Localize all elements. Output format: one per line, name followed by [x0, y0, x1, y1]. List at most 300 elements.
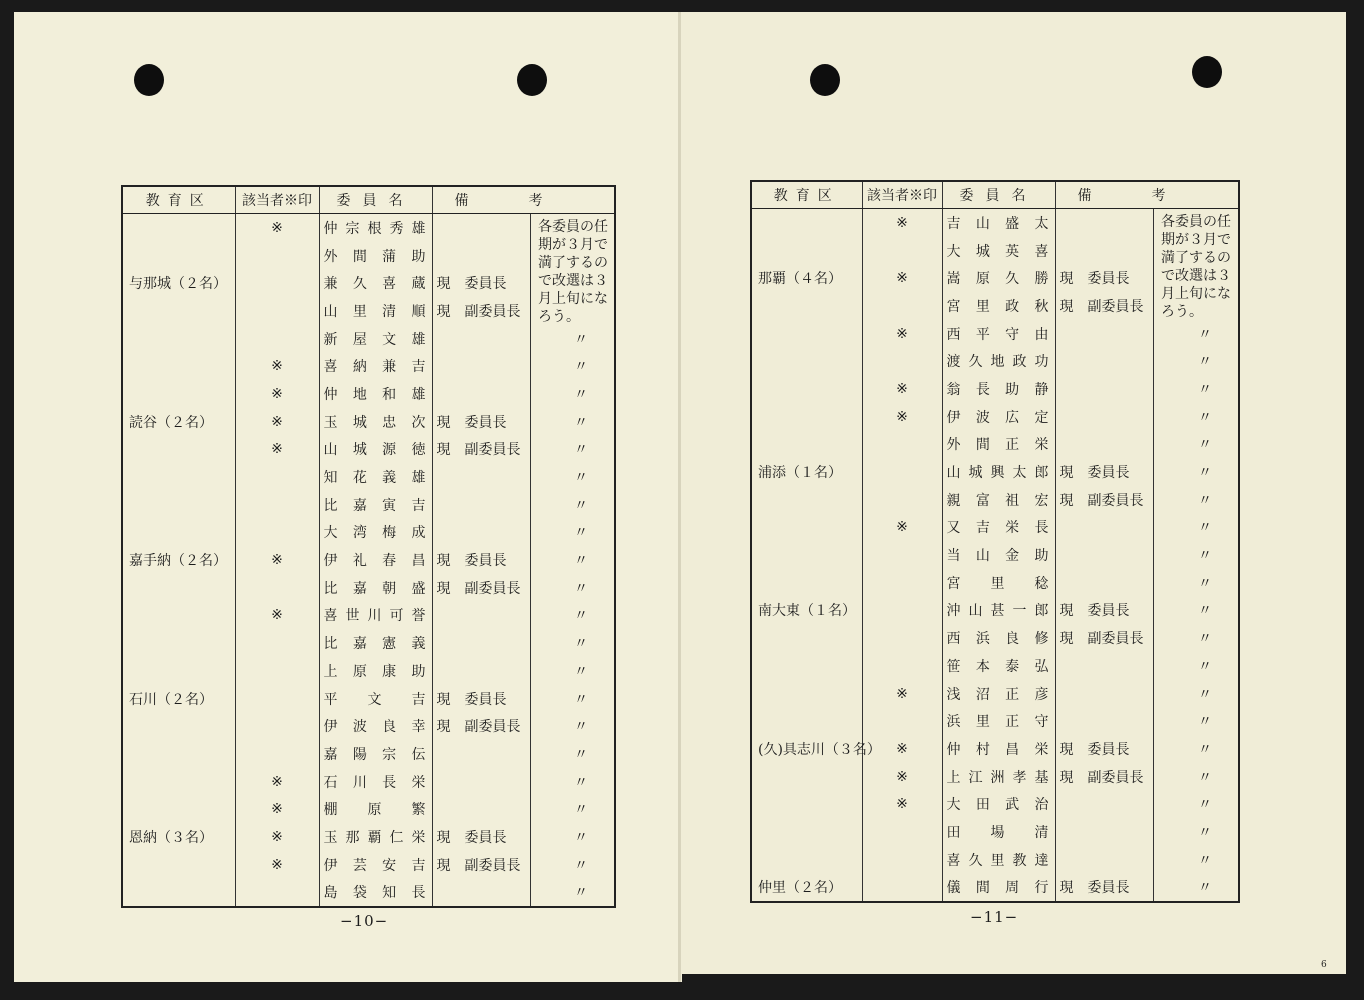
table-row: [751, 431, 1239, 459]
table-row: [751, 597, 1239, 625]
district-cell: [122, 214, 235, 242]
district-cell: [122, 602, 235, 630]
header-name: 委員名: [319, 186, 432, 214]
position-cell: [432, 657, 530, 685]
note-cell: 〃: [1153, 874, 1239, 903]
position-cell: [1055, 790, 1153, 818]
name-cell: 仲村昌栄: [942, 735, 1055, 763]
name-cell: 大城英喜: [942, 237, 1055, 265]
table-row: [751, 541, 1239, 569]
binding-hole-icon: [134, 64, 164, 96]
name-cell: 吉山盛太: [942, 209, 1055, 237]
district-cell: [122, 629, 235, 657]
position-cell: [432, 740, 530, 768]
note-cell: 〃: [1153, 347, 1239, 375]
name-cell: 比嘉寅吉: [319, 491, 432, 519]
table-row: [751, 735, 1239, 763]
position-cell: [432, 602, 530, 630]
position-cell: [1055, 237, 1153, 265]
district-cell: [751, 514, 862, 542]
table-row: [122, 795, 615, 823]
position-cell: [432, 214, 530, 242]
mark-cell: ※: [235, 352, 319, 380]
position-cell: [1055, 569, 1153, 597]
position-cell: [432, 380, 530, 408]
note-cell: 〃: [1153, 652, 1239, 680]
mark-cell: ※: [862, 735, 942, 763]
name-cell: 浅沼正彦: [942, 680, 1055, 708]
name-cell: 比嘉憲義: [319, 629, 432, 657]
note-cell: 〃: [530, 712, 615, 740]
district-cell: 恩納（３名）: [129, 829, 213, 846]
note-cell: 〃: [1153, 403, 1239, 431]
name-cell: 上原康助: [319, 657, 432, 685]
header-mark: 該当者※印: [235, 186, 319, 214]
name-cell: 又吉栄長: [942, 514, 1055, 542]
table-row: [122, 823, 615, 851]
note-cell: 〃: [530, 657, 615, 685]
mark-cell: ※: [862, 763, 942, 791]
table-row: [751, 320, 1239, 348]
district-cell: [122, 491, 235, 519]
corner-mark: 6: [1321, 960, 1327, 970]
mark-cell: ※: [862, 680, 942, 708]
note-cell: 〃: [1153, 818, 1239, 846]
position-cell: [432, 629, 530, 657]
table-row: [122, 768, 615, 796]
district-cell: [751, 680, 862, 708]
mark-cell: [862, 624, 942, 652]
mark-cell: ※: [862, 403, 942, 431]
name-cell: 外間蒲助: [319, 242, 432, 270]
name-cell: 渡久地政功: [942, 347, 1055, 375]
mark-cell: [235, 297, 319, 325]
note-cell: 〃: [1153, 375, 1239, 403]
position-cell: [1055, 707, 1153, 735]
name-cell: 伊波良幸: [319, 712, 432, 740]
district-cell: 那覇（４名）: [758, 271, 842, 288]
table-row: [122, 602, 615, 630]
note-cell: 〃: [530, 436, 615, 464]
header-district: 教育区: [751, 181, 862, 209]
note-cell: 〃: [530, 795, 615, 823]
table-row: [122, 629, 615, 657]
mark-cell: [862, 458, 942, 486]
note-cell: 〃: [1153, 763, 1239, 791]
table-row: [122, 574, 615, 602]
position-cell: 現 副委員長: [432, 712, 530, 740]
table-row: [751, 790, 1239, 818]
district-cell: [122, 325, 235, 353]
note-cell: 〃: [530, 380, 615, 408]
mark-cell: ※: [235, 214, 319, 242]
district-cell: [751, 292, 862, 320]
table-row: [751, 514, 1239, 542]
mark-cell: ※: [235, 380, 319, 408]
table-row: [122, 436, 615, 464]
note-cell: 〃: [530, 602, 615, 630]
note-cell: 〃: [1153, 597, 1239, 625]
district-cell: [122, 657, 235, 685]
name-cell: 伊芸安吉: [319, 851, 432, 879]
district-cell: [751, 486, 862, 514]
position-cell: 現 副委員長: [432, 851, 530, 879]
mark-cell: [235, 519, 319, 547]
district-cell: [751, 624, 862, 652]
district-cell: [751, 347, 862, 375]
mark-cell: [235, 574, 319, 602]
name-cell: 笹本泰弘: [942, 652, 1055, 680]
name-cell: 棚原繁: [319, 795, 432, 823]
position-cell: [432, 463, 530, 491]
mark-cell: ※: [862, 375, 942, 403]
name-cell: 田場清: [942, 818, 1055, 846]
district-cell: [751, 707, 862, 735]
mark-cell: ※: [862, 320, 942, 348]
district-cell: [122, 380, 235, 408]
table-row: [122, 352, 615, 380]
name-cell: 大田武治: [942, 790, 1055, 818]
table-row: [751, 846, 1239, 874]
table-row: [122, 712, 615, 740]
note-cell: 〃: [530, 519, 615, 547]
name-cell: 仲宗根秀雄: [319, 214, 432, 242]
note-cell: 〃: [1153, 320, 1239, 348]
table-row: [751, 375, 1239, 403]
position-cell: 現 委員長: [432, 408, 530, 436]
note-cell: 〃: [1153, 486, 1239, 514]
note-cell: 〃: [1153, 707, 1239, 735]
mark-cell: ※: [235, 602, 319, 630]
district-cell: 石川（２名）: [129, 691, 213, 708]
position-cell: [432, 352, 530, 380]
table-header: [122, 186, 615, 214]
name-cell: 親富祖宏: [942, 486, 1055, 514]
district-cell: 嘉手納（２名）: [129, 553, 227, 570]
note-cell: 〃: [1153, 514, 1239, 542]
position-cell: 現 委員長: [432, 823, 530, 851]
district-cell: [122, 519, 235, 547]
district-cell: [122, 463, 235, 491]
position-cell: [1055, 818, 1153, 846]
table-row: [122, 740, 615, 768]
name-cell: 伊波広定: [942, 403, 1055, 431]
table-row: [751, 707, 1239, 735]
table-row: [122, 685, 615, 713]
position-cell: 現 副委員長: [1055, 763, 1153, 791]
name-cell: 西平守由: [942, 320, 1055, 348]
position-cell: [432, 879, 530, 908]
name-cell: 喜納兼吉: [319, 352, 432, 380]
district-cell: [751, 431, 862, 459]
name-cell: 平文吉: [319, 685, 432, 713]
district-cell: [751, 846, 862, 874]
mark-cell: ※: [235, 436, 319, 464]
name-cell: 石川長栄: [319, 768, 432, 796]
mark-cell: ※: [235, 851, 319, 879]
position-cell: [1055, 431, 1153, 459]
name-cell: 浜里正守: [942, 707, 1055, 735]
note-cell: 〃: [530, 768, 615, 796]
district-cell: [122, 740, 235, 768]
mark-cell: [862, 652, 942, 680]
position-cell: [432, 242, 530, 270]
district-cell: [751, 790, 862, 818]
mark-cell: [235, 629, 319, 657]
name-cell: 当山金助: [942, 541, 1055, 569]
district-cell: [751, 763, 862, 791]
district-cell: 読谷（２名）: [129, 414, 213, 431]
district-cell: 仲里（２名）: [758, 880, 842, 897]
position-cell: [432, 519, 530, 547]
note-cell: 〃: [530, 629, 615, 657]
note-cell: 〃: [530, 408, 615, 436]
name-cell: 西浜良修: [942, 624, 1055, 652]
name-cell: 比嘉朝盛: [319, 574, 432, 602]
position-cell: 現 委員長: [432, 546, 530, 574]
position-cell: [1055, 209, 1153, 237]
name-cell: 山城源徳: [319, 436, 432, 464]
position-cell: 現 委員長: [1055, 735, 1153, 763]
header-remarks: 備考: [432, 186, 615, 214]
district-cell: [122, 795, 235, 823]
position-cell: [432, 795, 530, 823]
note-cell: 〃: [530, 463, 615, 491]
position-cell: 現 委員長: [1055, 264, 1153, 292]
position-cell: 現 副委員長: [432, 436, 530, 464]
district-cell: [122, 436, 235, 464]
table-row: [751, 458, 1239, 486]
district-cell: [751, 652, 862, 680]
district-cell: [751, 209, 862, 237]
note-cell: 〃: [1153, 735, 1239, 763]
note-cell: 〃: [530, 851, 615, 879]
table-row: [751, 569, 1239, 597]
note-cell: 〃: [530, 879, 615, 908]
mark-cell: ※: [235, 795, 319, 823]
position-cell: [432, 768, 530, 796]
position-cell: [1055, 320, 1153, 348]
name-cell: 新屋文雄: [319, 325, 432, 353]
position-cell: [1055, 846, 1153, 874]
table-row: [122, 325, 615, 353]
header-mark: 該当者※印: [862, 181, 942, 209]
mark-cell: [862, 846, 942, 874]
position-cell: [1055, 541, 1153, 569]
page-fold: [678, 12, 681, 982]
table-row: [751, 763, 1239, 791]
name-cell: 大湾梅成: [319, 519, 432, 547]
table-row: [751, 874, 1239, 903]
binding-hole-icon: [517, 64, 547, 96]
table-row: [122, 463, 615, 491]
table-row: [751, 652, 1239, 680]
position-cell: 現 委員長: [1055, 458, 1153, 486]
position-cell: [1055, 652, 1153, 680]
district-cell: [122, 768, 235, 796]
district-cell: [751, 375, 862, 403]
right-page-number: −11−: [970, 908, 1019, 926]
position-cell: [432, 325, 530, 353]
name-cell: 嵩原久勝: [942, 264, 1055, 292]
mark-cell: [862, 237, 942, 265]
district-cell: [751, 818, 862, 846]
binding-hole-icon: [1192, 56, 1222, 88]
note-cell: 〃: [1153, 458, 1239, 486]
mark-cell: [862, 292, 942, 320]
table-row: [122, 519, 615, 547]
header-name: 委員名: [942, 181, 1055, 209]
left-page-number: −10−: [340, 912, 389, 930]
table-row: [751, 624, 1239, 652]
note-cell: 〃: [530, 740, 615, 768]
name-cell: 儀間周行: [942, 874, 1055, 903]
name-cell: 沖山甚一郎: [942, 597, 1055, 625]
district-cell: [122, 851, 235, 879]
note-cell: 〃: [1153, 790, 1239, 818]
district-cell: [122, 879, 235, 908]
note-cell: 〃: [530, 491, 615, 519]
mark-cell: ※: [862, 790, 942, 818]
position-cell: [1055, 514, 1153, 542]
name-cell: 翁長助静: [942, 375, 1055, 403]
mark-cell: [862, 541, 942, 569]
table-row: [751, 818, 1239, 846]
name-cell: 知花義雄: [319, 463, 432, 491]
district-cell: 浦添（１名）: [758, 465, 842, 482]
name-cell: 宮里政秋: [942, 292, 1055, 320]
note-cell: 〃: [530, 685, 615, 713]
position-cell: 現 副委員長: [1055, 624, 1153, 652]
mark-cell: [862, 569, 942, 597]
table-row: [122, 851, 615, 879]
mark-cell: [235, 269, 319, 297]
district-cell: [122, 574, 235, 602]
table-row: [122, 380, 615, 408]
mark-cell: [862, 707, 942, 735]
mark-cell: [862, 347, 942, 375]
position-cell: 現 副委員長: [1055, 486, 1153, 514]
mark-cell: ※: [862, 264, 942, 292]
position-cell: 現 委員長: [432, 269, 530, 297]
name-cell: 玉那覇仁栄: [319, 823, 432, 851]
name-cell: 喜世川可誉: [319, 602, 432, 630]
right-term-note: 各委員の任 期が３月で 満了するの で改選は３ 月上旬にな ろう。: [1161, 214, 1231, 320]
mark-cell: [235, 242, 319, 270]
district-cell: [122, 297, 235, 325]
district-cell: [751, 403, 862, 431]
position-cell: 現 副委員長: [432, 574, 530, 602]
district-cell: [751, 320, 862, 348]
mark-cell: [235, 712, 319, 740]
name-cell: 上江洲孝基: [942, 763, 1055, 791]
mark-cell: [862, 597, 942, 625]
note-cell: 〃: [1153, 541, 1239, 569]
district-cell: 南大東（１名）: [758, 603, 856, 620]
table-row: [751, 403, 1239, 431]
mark-cell: [235, 879, 319, 908]
left-term-note: 各委員の任 期が３月で 満了するの で改選は３ 月上旬にな ろう。: [538, 219, 608, 325]
note-cell: 〃: [1153, 846, 1239, 874]
mark-cell: [235, 740, 319, 768]
note-cell: 〃: [530, 823, 615, 851]
note-cell: 〃: [1153, 680, 1239, 708]
district-cell: [751, 541, 862, 569]
name-cell: 宮里稔: [942, 569, 1055, 597]
note-cell: 〃: [530, 546, 615, 574]
note-cell: 〃: [530, 574, 615, 602]
name-cell: 外間正栄: [942, 431, 1055, 459]
name-cell: 伊礼春昌: [319, 546, 432, 574]
note-cell: 〃: [1153, 624, 1239, 652]
position-cell: 現 委員長: [1055, 597, 1153, 625]
name-cell: 玉城忠次: [319, 408, 432, 436]
district-cell: [122, 352, 235, 380]
mark-cell: ※: [862, 514, 942, 542]
name-cell: 山里清順: [319, 297, 432, 325]
district-cell: 与那城（２名）: [129, 276, 227, 293]
binding-hole-icon: [810, 64, 840, 96]
note-cell: 〃: [530, 325, 615, 353]
position-cell: 現 副委員長: [432, 297, 530, 325]
table-row: [122, 879, 615, 908]
note-cell: 〃: [1153, 431, 1239, 459]
position-cell: [432, 491, 530, 519]
mark-cell: ※: [235, 546, 319, 574]
position-cell: 現 委員長: [432, 685, 530, 713]
mark-cell: ※: [235, 823, 319, 851]
table-row: [751, 680, 1239, 708]
mark-cell: [235, 657, 319, 685]
mark-cell: [862, 818, 942, 846]
position-cell: 現 副委員長: [1055, 292, 1153, 320]
name-cell: 喜久里教達: [942, 846, 1055, 874]
mark-cell: [235, 685, 319, 713]
position-cell: [1055, 375, 1153, 403]
table-row: [122, 546, 615, 574]
district-cell: [751, 237, 862, 265]
name-cell: 兼久喜蔵: [319, 269, 432, 297]
note-cell: 〃: [1153, 569, 1239, 597]
position-cell: [1055, 680, 1153, 708]
district-cell: [122, 712, 235, 740]
district-cell: [122, 242, 235, 270]
mark-cell: [862, 431, 942, 459]
name-cell: 山城興太郎: [942, 458, 1055, 486]
name-cell: 島袋知長: [319, 879, 432, 908]
mark-cell: [235, 325, 319, 353]
table-row: [122, 408, 615, 436]
mark-cell: ※: [235, 768, 319, 796]
mark-cell: [235, 463, 319, 491]
mark-cell: ※: [235, 408, 319, 436]
table-row: [751, 347, 1239, 375]
mark-cell: [862, 486, 942, 514]
table-row: [122, 491, 615, 519]
name-cell: 嘉陽宗伝: [319, 740, 432, 768]
mark-cell: [862, 874, 942, 903]
header-district: 教育区: [122, 186, 235, 214]
table-header: [751, 181, 1239, 209]
district-cell: [751, 569, 862, 597]
note-cell: 〃: [530, 352, 615, 380]
position-cell: [1055, 347, 1153, 375]
name-cell: 仲地和雄: [319, 380, 432, 408]
table-row: [122, 657, 615, 685]
district-cell: (久)具志川（３名）: [758, 741, 881, 758]
position-cell: [1055, 403, 1153, 431]
position-cell: 現 委員長: [1055, 874, 1153, 903]
